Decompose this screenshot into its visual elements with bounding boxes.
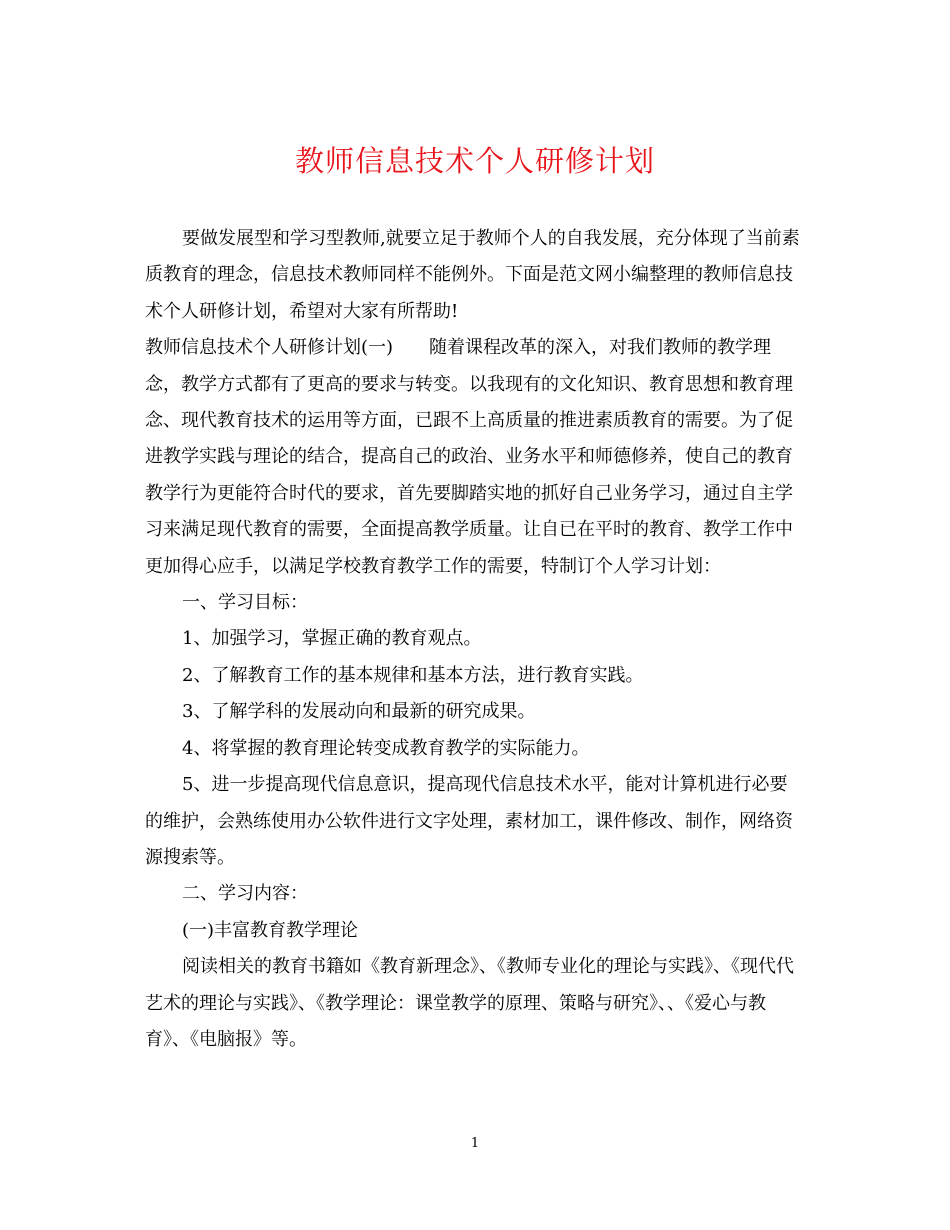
- goal-item-3: 3、了解学科的发展动向和最新的研究成果。: [182, 701, 536, 723]
- goal-item-2: 2、了解教育工作的基本规律和基本方法，进行教育实践。: [182, 664, 644, 686]
- page-number: 1: [470, 1136, 480, 1151]
- section-heading-content: 二、学习内容：: [182, 883, 308, 905]
- document-body: [145, 221, 805, 1058]
- document-title: 教师信息技术个人研修计划: [294, 144, 655, 178]
- goal-item-4: 4、将掌握的教育理论转变成教育教学的实际能力。: [182, 737, 590, 759]
- intro-paragraph: 要做发展型和学习型教师,就要立足于教师个人的自我发展，充分体现了当前素质教育的理念，信息技术教师同样不能例外。下面是范文网小编整理的教师信息技术个人研修计划，希望对大家有所帮助!: [145, 228, 800, 322]
- goal-item-5: 5、进一步提高现代信息意识，提高现代信息技术水平，能对计算机进行必要的维护，会熟练使用办公软件进行文字处理，素材加工，课件修改、制作，网络资源搜索等。: [145, 774, 793, 868]
- reading-list-paragraph: 阅读相关的教育书籍如《教育新理念》、《教师专业化的理论与实践》、《现代代艺术的理论与实践》、《教学理论：课堂教学的原理、策略与研究》、、《爱心与教育》、《电脑报》等。: [145, 956, 794, 1050]
- plan-one-paragraph: 教师信息技术个人研修计划(一) 随着课程改革的深入，对我们教师的教学理念，教学方式都有了更高的要求与转变。以我现有的文化知识、教育思想和教育理念、现代教育技术的运用等方面，已跟不上高质量的推进素质教育的需要。为了促进教学实践与理论的结合，提高自己的政治、业务水平和师德修养，使自己的教育教学行为更能符合时代的要求，首先要脚踏实地的抓好自己业务学习，通过自主学习来满足现代教育的需要，全面提高教学质量。让自已在平时的教育、教学工作中更加得心应手，以满足学校教育教学工作的需要，特制订个人学习计划：: [145, 337, 793, 577]
- goal-item-1: 1、加强学习，掌握正确的教育观点。: [182, 628, 482, 650]
- subsection-heading-theory: (一)丰富教育教学理论: [182, 919, 359, 941]
- section-heading-goals: 一、学习目标：: [182, 592, 308, 614]
